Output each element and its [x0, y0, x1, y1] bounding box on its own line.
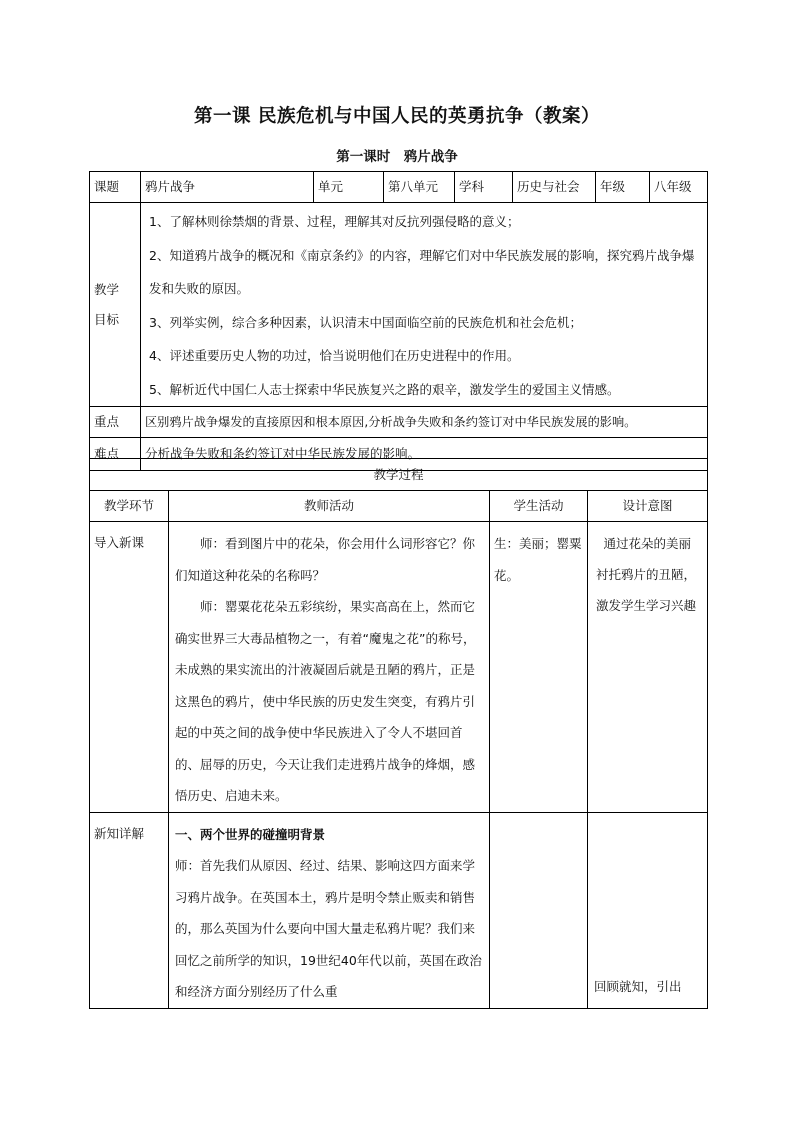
difficult-points-label: 难点 — [90, 438, 141, 471]
header-teacher-activity: 教师活动 — [169, 491, 490, 522]
key-points-label: 重点 — [90, 407, 141, 438]
objectives-list — [141, 203, 708, 407]
subject-value: 历史与社会 — [513, 172, 596, 203]
objective-item: 3、列举实例，综合多种因素，认识清末中国面临空前的民族危机和社会危机； — [149, 314, 582, 330]
unit-label: 单元 — [314, 172, 384, 203]
section-heading: 一、两个世界的碰撞明背景 — [175, 826, 326, 842]
student-activity-cell — [490, 812, 588, 1008]
objectives-label-line2: 目标 — [94, 311, 120, 327]
teacher-paragraph: 师：罂粟花花朵五彩缤纷，果实高高在上，然而它确实世界三大毒品植物之一，有着“魔鬼之花”的称号，未成熟的果实流出的汁液凝固后就是丑陋的鸦片，正是这黑色的鸦片，使中华民族的历史发生突变，有鸦片引起的中英之间的战争使中华民族进入了令人不堪回首的、屈辱的历史，今天让我们走进鸦片战争的烽烟，感悟历史、启迪未来。 — [175, 599, 476, 803]
topic-value: 鸦片战争 — [141, 172, 314, 203]
table-row — [90, 812, 708, 1008]
design-intent-cell: 回顾就知，引出 — [588, 812, 708, 1008]
subject-label: 学科 — [455, 172, 513, 203]
student-activity-cell: 生：美丽；罂粟花。 — [490, 522, 588, 813]
unit-value: 第八单元 — [384, 172, 455, 203]
objective-item: 1、了解林则徐禁烟的背景、过程，理解其对反抗列强侵略的意义； — [149, 214, 520, 229]
lesson-info-table — [89, 171, 708, 471]
stage-cell: 导入新课 — [90, 522, 169, 813]
key-points-text: 区别鸦片战争爆发的直接原因和根本原因,分析战争失败和条约签订对中华民族发展的影响。 — [141, 407, 708, 438]
topic-label: 课题 — [90, 172, 141, 203]
objectives-label — [90, 203, 141, 407]
objective-item: 4、评述重要历史人物的功过，恰当说明他们在历史进程中的作用。 — [149, 348, 520, 363]
teacher-activity-cell — [169, 812, 490, 1008]
objective-item: 2、知道鸦片战争的概况和《南京条约》的内容，理解它们对中华民族发展的影响，探究鸦片战争爆发和失败的原因。 — [149, 247, 695, 296]
header-design-intent: 设计意图 — [588, 491, 708, 522]
grade-label: 年级 — [596, 172, 650, 203]
teacher-paragraph: 师：看到图片中的花朵，你会用什么词形容它？你们知道这种花朵的名称吗？ — [175, 536, 476, 583]
teacher-activity-cell — [169, 522, 490, 813]
table-row — [90, 522, 708, 813]
header-stage: 教学环节 — [90, 491, 169, 522]
difficult-points-text: 分析战争失败和条约签订对中华民族发展的影响。 — [141, 438, 708, 471]
objectives-label-line1: 教学 — [94, 281, 120, 297]
objective-item: 5、解析近代中国仁人志士探索中华民族复兴之路的艰辛，激发学生的爱国主义情感。 — [149, 381, 620, 397]
design-intent-cell: 通过花朵的美丽衬托鸦片的丑陋，激发学生学习兴趣 — [588, 522, 708, 813]
header-student-activity: 学生活动 — [490, 491, 588, 522]
teaching-process-table — [89, 458, 708, 1009]
grade-value: 八年级 — [650, 172, 708, 203]
process-section-title: 教学过程 — [90, 459, 708, 491]
stage-cell: 新知详解 — [90, 812, 169, 1008]
teacher-paragraph: 师：首先我们从原因、经过、结果、影响这四方面来学习鸦片战争。在英国本土，鸦片是明令禁止贩卖和销售的，那么英国为什么要向中国大量走私鸦片呢？我们来回忆之前所学的知识，19世纪40年代以前，英国在政治和经济方面分别经历了什么重 — [175, 858, 482, 999]
lesson-subtitle: 第一课时 鸦片战争 — [336, 149, 458, 165]
page-title: 第一课 民族危机与中国人民的英勇抗争（教案） — [194, 106, 600, 127]
